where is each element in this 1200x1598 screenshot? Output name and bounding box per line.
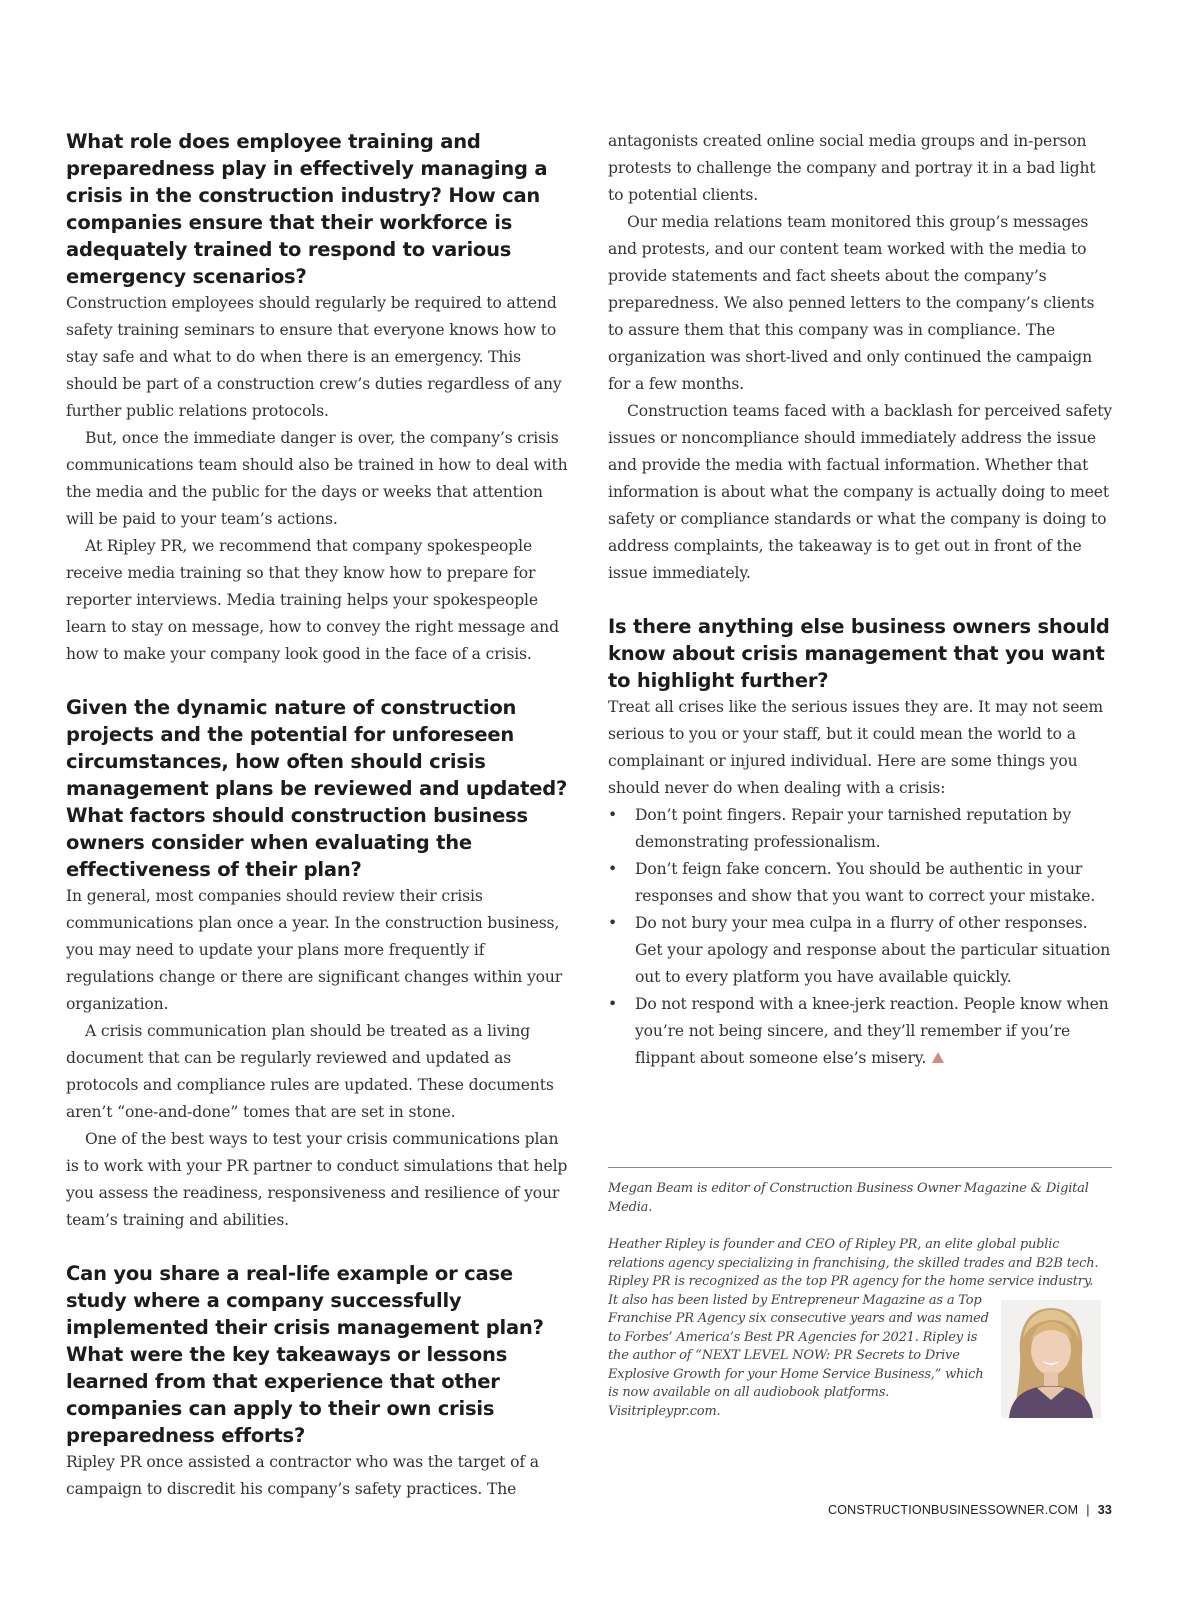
bio-divider: [608, 1167, 1112, 1168]
list-item: [608, 910, 1112, 991]
q1-heading: What role does employee training and preparedness play in effectively managing a crisis in the construction industry? How can companies ensure that their workforce is adequately trained to respond to various emergency scenarios?: [66, 130, 548, 288]
bullet-text: Do not bury your mea culpa in a flurry of other responses. Get your apology and response about the particular situation out to every platform you have available quickly.: [635, 914, 1111, 986]
author-photo: [1001, 1300, 1101, 1418]
q3-paragraph-1: Ripley PR once assisted a contractor who was the target of a campaign to discredit his company’s safety practices. The: [66, 1453, 539, 1498]
q4-paragraph-1: Treat all crises like the serious issues they are. It may not seem serious to you or your staff, but it could mean the world to a complainant or injured individual. Here are some things you should never do when dealing with a crisis:: [608, 698, 1104, 797]
q4-heading: Is there anything else business owners should know about crisis management that you want to highlight further?: [608, 615, 1110, 692]
bullet-text: Don’t point fingers. Repair your tarnished reputation by demonstrating professionalism.: [635, 806, 1071, 851]
editor-bio: Megan Beam is editor of Construction Business Owner Magazine & Digital Media.: [608, 1181, 1089, 1215]
q2-heading: Given the dynamic nature of construction projects and the potential for unforeseen circumstances, how often should crisis management plans be reviewed and updated? What factors should construction business owners consider when evaluating the effectiveness of their plan?: [66, 696, 568, 881]
end-triangle-icon: [932, 1052, 944, 1063]
bullet-text: Do not respond with a knee-jerk reaction. People know when you’re not being sincere, and they’ll remember if you’re flippant about someone else’s misery.: [635, 995, 1109, 1067]
list-item: [608, 991, 1112, 1072]
left-column: [66, 128, 572, 1503]
author-bio-text: Heather Ripley is founder and CEO of Ripley PR, an elite global public relations agency specializing in franchising, the skilled trades and B2B tech. Ripley PR is recognized as the top PR agency for the home service industry.: [608, 1237, 1099, 1289]
q1-paragraph-2: But, once the immediate danger is over, the company’s crisis communications team should also be trained in how to deal with the media and the public for the days or weeks that attention will be paid to your team’s actions.: [66, 429, 568, 528]
bullet-text: Don’t feign fake concern. You should be authentic in your responses and show that you want to correct your mistake.: [635, 860, 1096, 905]
q3-continued-paragraph-2: Our media relations team monitored this group’s messages and protests, and our content team worked with the media to provide statements and fact sheets about the company’s preparedness. We also penned letters to the company’s clients to assure them that this company was in compliance. The organization was short-lived and only continued the campaign for a few months.: [608, 213, 1095, 393]
q3-continued-paragraph-3: Construction teams faced with a backlash for perceived safety issues or noncompliance should immediately address the issue and provide the media with factual information. Whether that information is about what the company is actually doing to meet safety or compliance standards or what the company is doing to address complaints, the takeaway is to get out in front of the issue immediately.: [608, 402, 1113, 582]
bullet-icon: •: [608, 806, 618, 824]
right-column: [608, 128, 1112, 1072]
q2-paragraph-1: In general, most companies should review their crisis communications plan once a year. In the construction business, you may need to update your plans more frequently if regulations change or there are significant changes within your organization.: [66, 887, 563, 1013]
page-footer: [828, 1503, 1112, 1517]
footer-site: CONSTRUCTIONBUSINESSOWNER.COM: [827, 1503, 1079, 1517]
q2-paragraph-3: One of the best ways to test your crisis communications plan is to work with your PR partner to conduct simulations that help you assess the readiness, responsiveness and resilience of your team’s training and abilities.: [66, 1130, 568, 1229]
list-item: [608, 856, 1112, 910]
q2-paragraph-2: A crisis communication plan should be treated as a living document that can be regularly reviewed and updated as protocols and compliance rules are updated. These documents aren’t “one-and-done” tomes that are set in stone.: [66, 1022, 554, 1121]
bullet-icon: •: [608, 995, 618, 1013]
list-item: [608, 802, 1112, 856]
bullet-list: [608, 802, 1112, 1072]
q3-heading: Can you share a real-life example or case study where a company successfully implemented their crisis management plan? What were the key takeaways or lessons learned from that experience that other companies can apply to their own crisis preparedness efforts?: [66, 1262, 544, 1447]
q1-paragraph-1: Construction employees should regularly be required to attend safety training seminars to ensure that everyone knows how to stay safe and what to do when there is an emergency. This should be part of a construction crew’s duties regardless of any further public relations protocols.: [66, 294, 562, 420]
q1-paragraph-3: At Ripley PR, we recommend that company spokespeople receive media training so that they know how to prepare for reporter interviews. Media training helps your spokespeople learn to stay on message, how to convey the right message and how to make your company look good in the face of a crisis.: [66, 537, 559, 663]
author-bio-text-continued: It also has been listed by Entrepreneur Magazine as a Top Franchise PR Agency six consecutive years and was named to Forbes’ America’s Best PR Agencies for 2021. Ripley is the author of “NEXT LEVEL NOW: PR Secrets to Drive Explosive Growth for your Home Service Business,” which is now available on all audiobook platforms. Visitripleypr.com.: [608, 1292, 989, 1419]
bullet-icon: •: [608, 914, 618, 932]
page-number: 33: [1097, 1503, 1112, 1517]
footer-separator: |: [1086, 1503, 1090, 1517]
q3-continued-paragraph-1: antagonists created online social media groups and in-person protests to challenge the company and portray it in a bad light to potential clients.: [608, 132, 1096, 204]
bullet-icon: •: [608, 860, 618, 878]
